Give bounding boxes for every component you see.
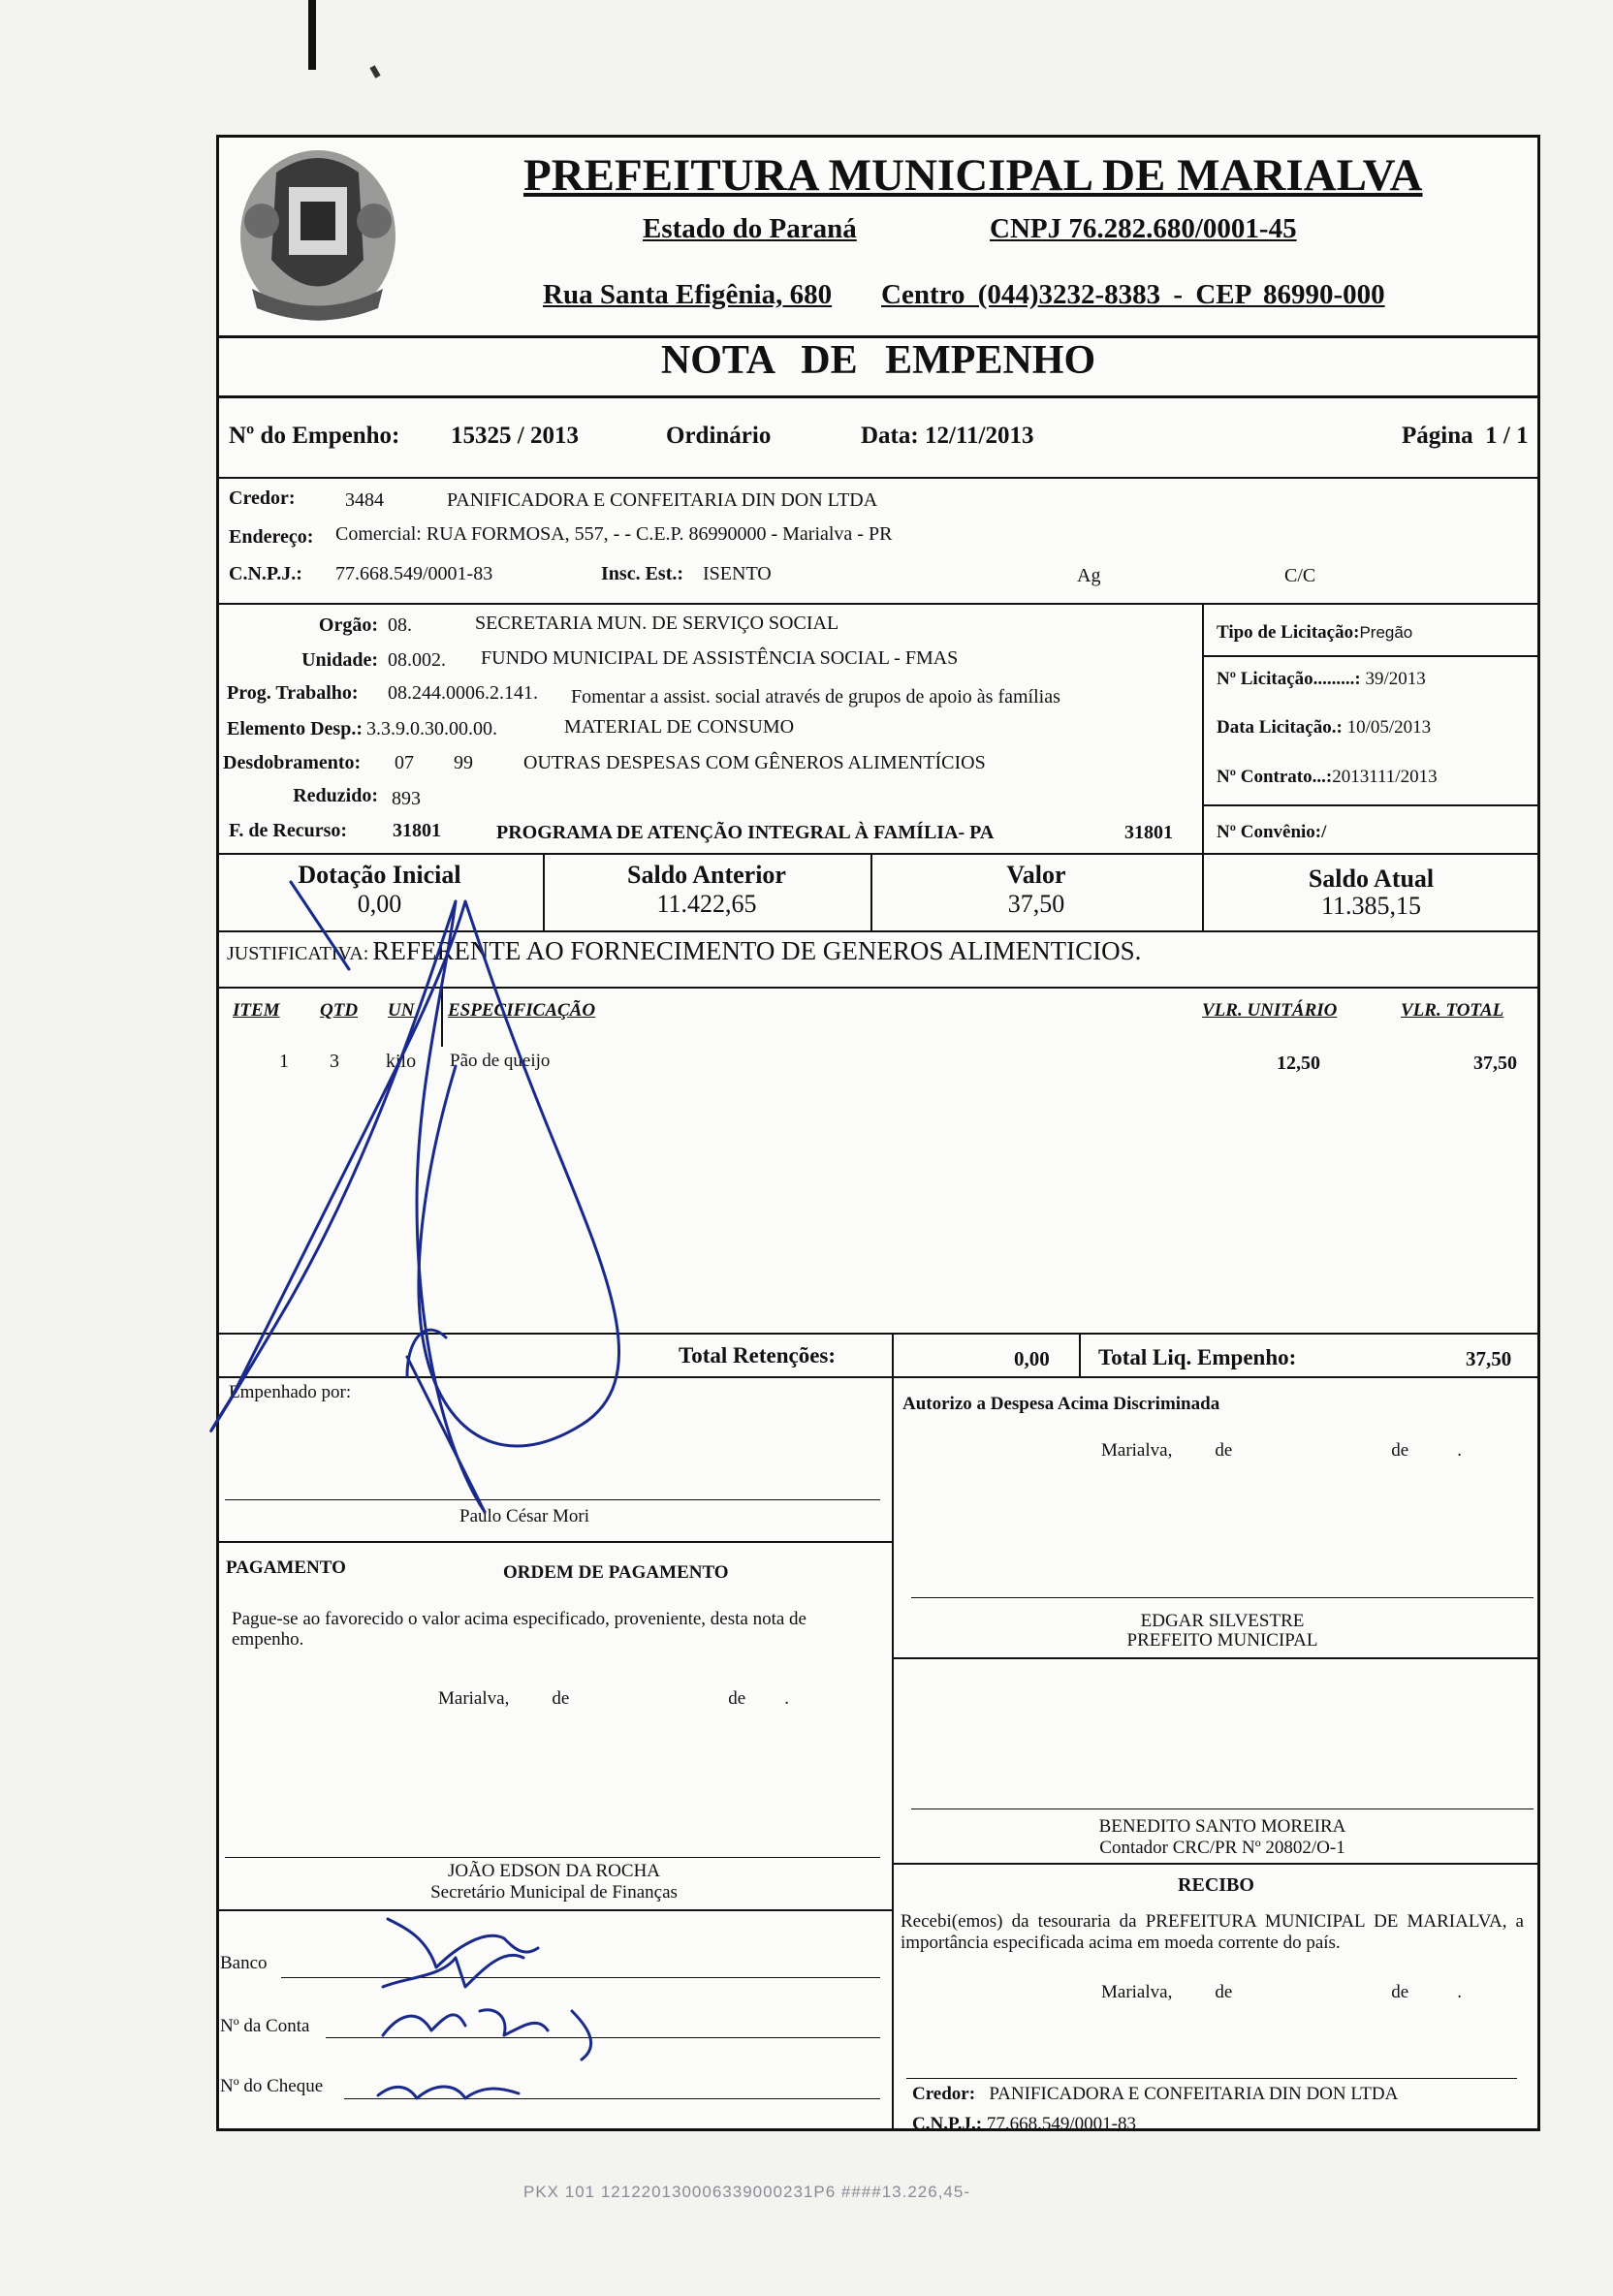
ordem-pagamento-label: ORDEM DE PAGAMENTO	[503, 1562, 729, 1583]
col-vlr-total: VLR. TOTAL	[1401, 1000, 1504, 1021]
justificativa-text: REFERENTE AO FORNECIMENTO DE GENEROS ALIMENTICIOS.	[372, 936, 1142, 965]
empenhado-por-label: Empenhado por:	[229, 1382, 352, 1402]
valor-value: 37,50	[1007, 890, 1065, 918]
unidade-name: FUNDO MUNICIPAL DE ASSISTÊNCIA SOCIAL - FMAS	[481, 647, 959, 669]
credor-label: Credor:	[229, 488, 296, 509]
col-un: UN	[388, 1000, 415, 1021]
header-title: PREFEITURA MUNICIPAL DE MARIALVA	[523, 150, 1423, 201]
dotacao-label: Dotação Inicial	[298, 861, 461, 889]
footer-stamp: PKX 101 121220130006339000231P6 ####13.226,45-	[523, 2183, 970, 2201]
num-licitacao: Nº Licitação.........: 39/2013	[1217, 669, 1426, 689]
page-number: Página 1 / 1	[1402, 423, 1529, 449]
empenho-date: Data: 12/11/2013	[861, 423, 1034, 449]
prog-label: Prog. Trabalho:	[227, 682, 359, 704]
pagamento-date: Marialva, de de .	[438, 1688, 789, 1709]
dotacao-value: 0,00	[357, 890, 402, 918]
fonte-code-2: 31801	[1124, 822, 1173, 843]
desd-name: OUTRAS DESPESAS COM GÊNEROS ALIMENTÍCIOS	[523, 752, 986, 773]
recibo-cnpj: C.N.P.J.: 77.668.549/0001-83	[912, 2114, 1136, 2134]
justificativa-label: JUSTIFICATIVA:	[227, 943, 369, 964]
pagamento-label: PAGAMENTO	[226, 1557, 346, 1578]
fonte-code: 31801	[393, 820, 441, 841]
saldo-anterior-label: Saldo Anterior	[627, 861, 786, 889]
doc-title: NOTA DE EMPENHO	[660, 338, 1096, 383]
autorizo-date: Marialva, de de .	[1101, 1440, 1462, 1461]
row-un: kilo	[386, 1051, 417, 1072]
banco-label: Banco	[220, 1953, 268, 1973]
ie-value: ISENTO	[703, 563, 772, 584]
total-retencoes-value: 0,00	[1014, 1347, 1050, 1370]
header-contact: Centro (044)3232-8383 - CEP 86990-000	[881, 279, 1385, 310]
secretario-financas: Secretário Municipal de Finanças	[430, 1882, 678, 1903]
contador-crc: Contador CRC/PR Nº 20802/O-1	[1099, 1838, 1345, 1858]
total-liq-label: Total Liq. Empenho:	[1098, 1345, 1297, 1369]
fonte-name: PROGRAMA DE ATENÇÃO INTEGRAL À FAMÍLIA- PA	[496, 822, 995, 843]
cnpj-label: C.N.P.J.:	[229, 563, 302, 584]
prog-code: 08.244.0006.2.141.	[388, 682, 538, 704]
col-especificacao: ESPECIFICAÇÃO	[448, 1000, 596, 1021]
credor-name: PANIFICADORA E CONFEITARIA DIN DON LTDA	[447, 489, 878, 511]
reduzido-code: 893	[392, 788, 421, 809]
empenho-number-label: Nº do Empenho:	[229, 423, 400, 449]
header-state: Estado do Paraná	[643, 213, 857, 244]
ag-label: Ag	[1077, 565, 1101, 586]
edgar-silvestre: EDGAR SILVESTRE	[1140, 1611, 1305, 1631]
header-address: Rua Santa Efigênia, 680	[543, 279, 833, 310]
tipo-licitacao: Tipo de Licitação:Pregão	[1217, 622, 1413, 643]
cnpj-value: 77.668.549/0001-83	[335, 563, 493, 584]
saldo-anterior-value: 11.422,65	[656, 890, 757, 918]
total-liq-value: 37,50	[1466, 1347, 1512, 1370]
num-convenio: Nº Convênio:/	[1217, 822, 1327, 842]
saldo-atual-label: Saldo Atual	[1308, 865, 1435, 893]
autorizo-text: Autorizo a Despesa Acima Discriminada	[902, 1394, 1220, 1414]
elem-code: 3.3.9.0.30.00.00.	[366, 718, 497, 739]
recibo-date: Marialva, de de .	[1101, 1982, 1462, 2002]
address-label: Endereço:	[229, 526, 314, 548]
cc-label: C/C	[1284, 565, 1316, 586]
prefeito-municipal: PREFEITO MUNICIPAL	[1126, 1630, 1318, 1651]
empenho-type: Ordinário	[666, 423, 772, 449]
elem-name: MATERIAL DE CONSUMO	[564, 716, 795, 738]
cheque-label: Nº do Cheque	[220, 2076, 324, 2096]
prog-name: Fomentar a assist. social através de grupos de apoio às famílias	[571, 686, 1060, 708]
orgao-code: 08.	[388, 614, 412, 636]
address-value: Comercial: RUA FORMOSA, 557, - - C.E.P. 86990000 - Marialva - PR	[335, 523, 893, 545]
conta-label: Nº da Conta	[220, 2016, 310, 2036]
row-unit: 12,50	[1277, 1053, 1320, 1074]
unidade-code: 08.002.	[388, 649, 446, 671]
credor-code: 3484	[345, 489, 384, 511]
pague-se-text: Pague-se ao favorecido o valor acima especificado, proveniente, desta nota de empenho.	[232, 1609, 806, 1650]
recibo-title: RECIBO	[1178, 1874, 1254, 1896]
benedito-santo-moreira: BENEDITO SANTO MOREIRA	[1098, 1816, 1346, 1837]
valor-label: Valor	[1006, 861, 1066, 889]
col-item: ITEM	[233, 1000, 280, 1021]
recibo-text: Recebi(emos) da tesouraria da PREFEITURA MUNICIPAL DE MARIALVA, a importância especificada acima em moeda corrente do país.	[901, 1911, 1524, 1953]
ie-label: Insc. Est.:	[601, 563, 684, 584]
header-cnpj: CNPJ 76.282.680/0001-45	[990, 213, 1297, 244]
fonte-label: F. de Recurso:	[229, 820, 348, 841]
unidade-label: Unidade:	[301, 649, 378, 671]
empenho-number: 15325 / 2013	[451, 423, 579, 449]
joao-edson-da-rocha: JOÃO EDSON DA ROCHA	[447, 1861, 661, 1881]
desd-b: 99	[454, 752, 473, 773]
data-licitacao: Data Licitação.: 10/05/2013	[1217, 717, 1432, 738]
row-qtd: 3	[330, 1051, 339, 1072]
paulo-cesar-mori: Paulo César Mori	[459, 1506, 590, 1526]
elem-label: Elemento Desp.:	[227, 718, 363, 739]
recibo-credor: Credor: PANIFICADORA E CONFEITARIA DIN DON LTDA	[912, 2084, 1399, 2104]
orgao-label: Orgão:	[318, 614, 378, 636]
desd-a: 07	[395, 752, 414, 773]
num-contrato: Nº Contrato...:2013111/2013	[1217, 767, 1438, 787]
col-vlr-unitario: VLR. UNITÁRIO	[1202, 1000, 1338, 1021]
saldo-atual-value: 11.385,15	[1320, 892, 1422, 920]
total-retencoes-label: Total Retenções:	[679, 1343, 837, 1368]
col-qtd: QTD	[320, 1000, 359, 1021]
desd-label: Desdobramento:	[223, 752, 362, 773]
reduzido-label: Reduzido:	[293, 785, 378, 806]
row-total: 37,50	[1473, 1053, 1517, 1074]
row-esp: Pão de queijo	[450, 1051, 551, 1071]
orgao-name: SECRETARIA MUN. DE SERVIÇO SOCIAL	[475, 613, 839, 634]
row-item: 1	[279, 1051, 289, 1072]
